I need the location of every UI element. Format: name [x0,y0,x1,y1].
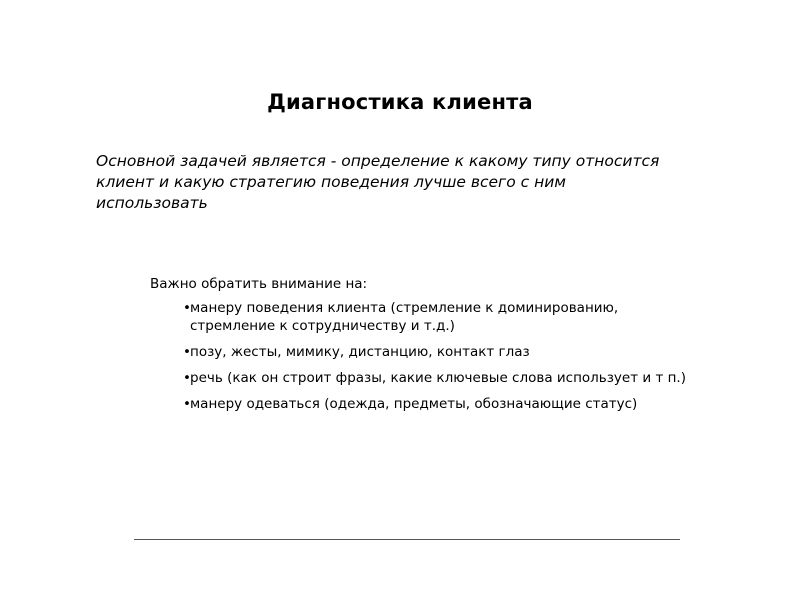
lead-line: Основной задачей является - определение к какому типу относится [96,152,660,170]
bullet-text: манеру поведения клиента (стремление к доминированию, [190,300,619,316]
bullet-dot-icon: • [183,370,191,386]
bullet-list [183,299,686,421]
lead-paragraph [96,151,716,214]
list-item [183,369,686,387]
bullet-text-continued: стремление к сотрудничеству и т.д.) [190,318,455,334]
bullet-dot-icon: • [183,396,191,412]
bullet-text: речь (как он строит фразы, какие ключевые слова использует и т п.) [190,370,686,386]
attention-label: Важно обратить внимание на: [150,276,368,292]
lead-line: использовать [96,194,208,212]
bullet-text: манеру одеваться (одежда, предметы, обозначающие статус) [190,396,638,412]
bullet-dot-icon: • [183,344,191,360]
slide-title: Диагностика клиента [267,90,533,114]
list-item [183,299,686,335]
list-item [183,395,686,413]
bullet-dot-icon: • [183,300,191,316]
bullet-text: позу, жесты, мимику, дистанцию, контакт глаз [190,344,530,360]
lead-line: клиент и какую стратегию поведения лучше всего с ним [96,173,566,191]
list-item [183,343,686,361]
footer-divider [134,539,680,540]
